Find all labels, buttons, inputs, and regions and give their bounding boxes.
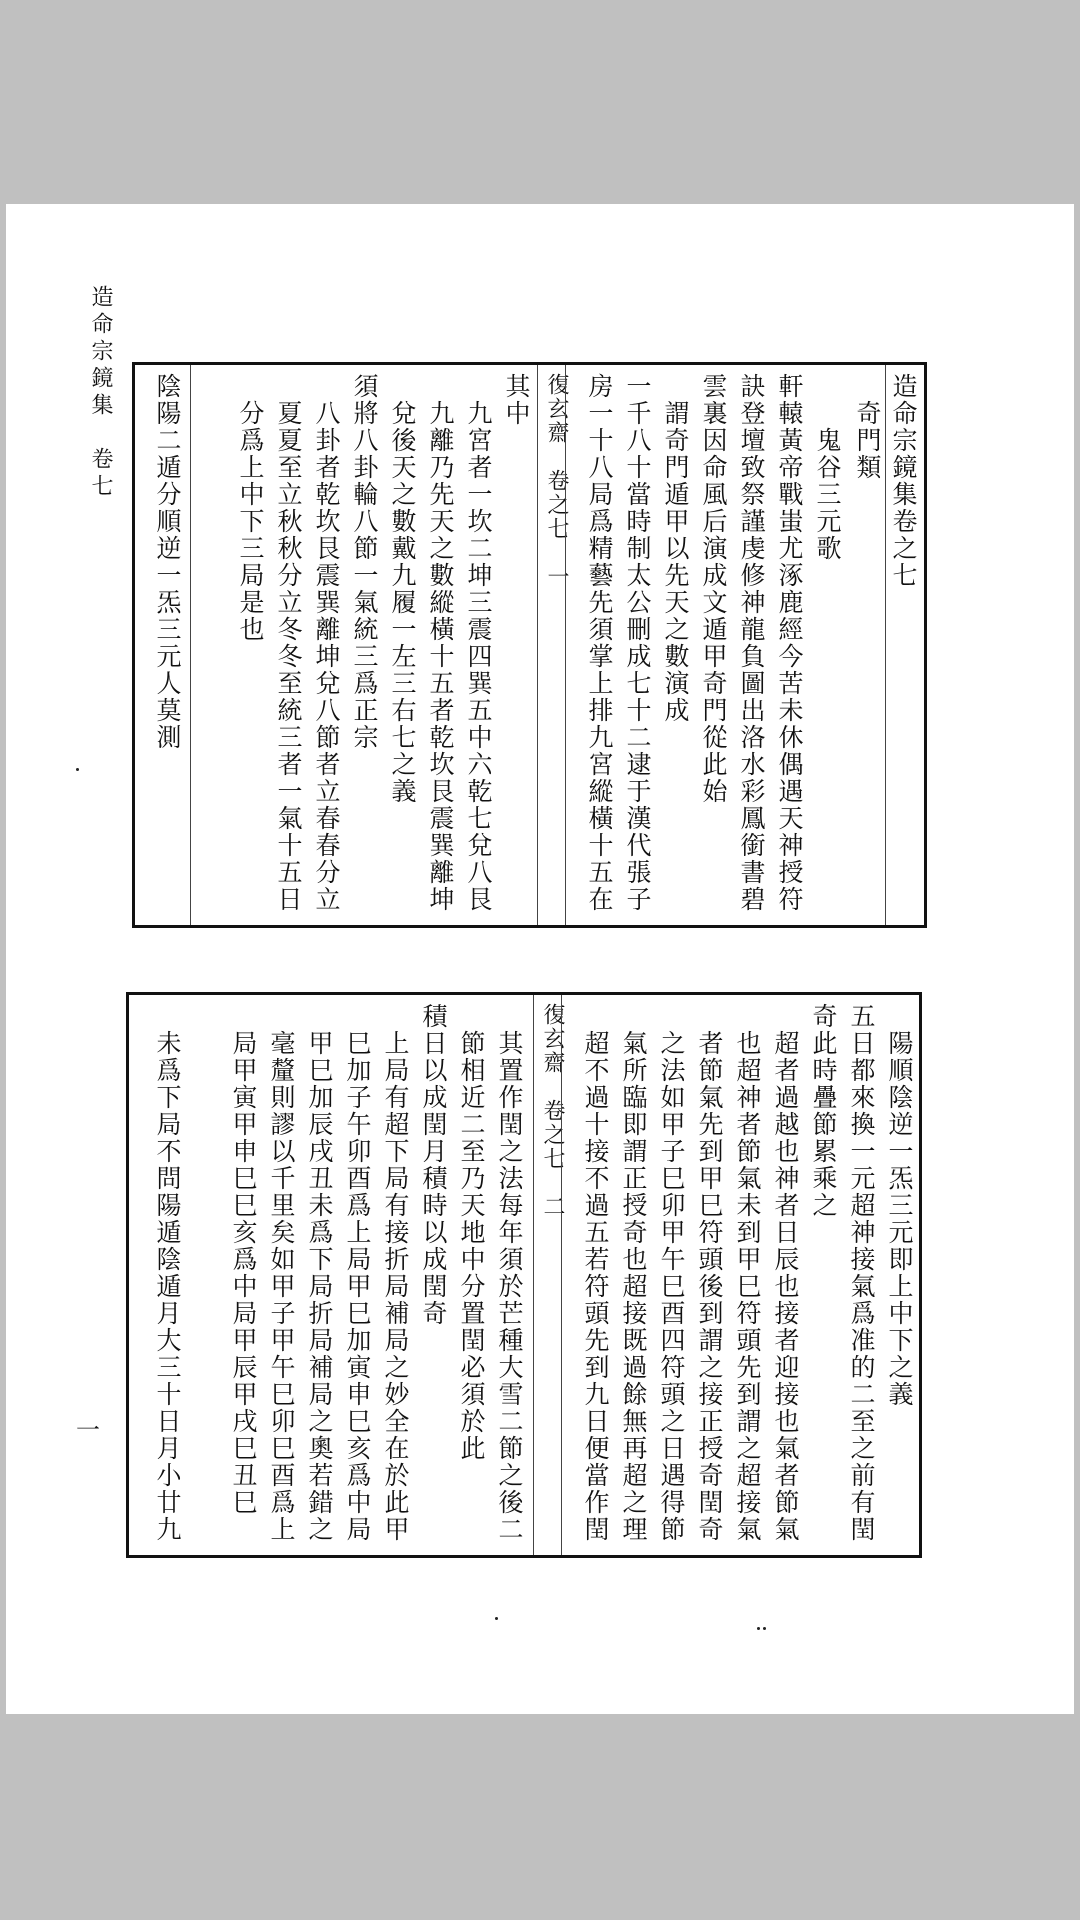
text-column: 夏夏至立秋秋分立冬冬至統三者一氣十五日: [274, 373, 303, 913]
text-column: 毫釐則謬以千里矣如甲子甲午巳卯巳酉爲上: [267, 1003, 296, 1543]
text-column: 也超神者節氣未到甲巳符頭先到謂之超接氣: [733, 1003, 762, 1543]
text-column: 一千八十當時制太公刪成七十二逮于漢代張子: [623, 373, 652, 913]
text-column: 局甲寅甲申巳巳亥爲中局甲辰甲戌巳丑巳: [229, 1003, 258, 1516]
text-column: 未爲下局不問陽遁陰遁月大三十日月小廿九: [153, 1003, 182, 1543]
text-column: 巳加子午卯酉爲上局甲巳加寅申巳亥爲中局: [343, 1003, 372, 1543]
column-rule: [537, 365, 538, 925]
text-column: 須將八卦輪八節一氣統三爲正宗: [350, 373, 379, 751]
text-column: 上局有超下局有接折局補局之妙全在於此甲: [381, 1003, 410, 1543]
text-column: 房一十八局爲精藝先須掌上排九宮縱橫十五在: [585, 373, 614, 913]
text-column: 奇此時疊節累乘之: [809, 1003, 838, 1219]
text-column: 超不過十接不過五若符頭先到九日便當作閏: [581, 1003, 610, 1543]
column-rule: [565, 365, 566, 925]
speck: [757, 1627, 760, 1630]
speck: [76, 768, 79, 771]
speck: [495, 1617, 498, 1620]
text-column: 氣所臨即謂正授奇也超接既過餘無再超之理: [619, 1003, 648, 1543]
text-column: 造命宗鏡集卷之七: [889, 373, 918, 589]
text-column: 陽順陰逆一炁三元即上中下之義: [885, 1003, 914, 1408]
column-rule: [533, 995, 534, 1555]
text-column: 八卦者乾坎艮震巽離坤兌八節者立春春分立: [312, 373, 341, 913]
page-center-label: 復玄齋 卷之七 二: [540, 1003, 565, 1219]
text-column: 兌後天之數戴九履一左三右七之義: [388, 373, 417, 805]
text-column: 奇門類: [853, 373, 882, 481]
text-column: 超者過越也神者日辰也接者迎接也氣者節氣: [771, 1003, 800, 1543]
text-column: 九離乃先天之數縱橫十五者乾坎艮震巽離坤: [426, 373, 455, 913]
column-rule: [885, 365, 886, 925]
column-rule: [190, 365, 191, 925]
text-column: 甲巳加辰戌丑未爲下局折局補局之奧若錯之: [305, 1003, 334, 1543]
text-column: 訣登壇致祭謹虔修神龍負圖出洛水彩鳳銜書碧: [737, 373, 766, 913]
text-column: 軒轅黃帝戰蚩尤涿鹿經今苦未休偶遇天神授符: [775, 373, 804, 913]
margin-title: 造命宗鏡集 卷七: [88, 285, 113, 501]
text-column: 者節氣先到甲巳符頭後到謂之接正授奇閏奇: [695, 1003, 724, 1543]
text-column: 謂奇門遁甲以先天之數演成: [661, 373, 690, 724]
text-column: 雲裏因命風后演成文遁甲奇門從此始: [699, 373, 728, 805]
margin-page-mark: 一: [76, 1416, 100, 1444]
bottom-text-panel: [126, 992, 922, 1558]
page-center-label: 復玄齋 卷之七 一: [544, 373, 569, 589]
text-column: 陰陽二遁分順逆一炁三元人莫測: [153, 373, 182, 751]
text-column: 其置作閏之法每年須於芒種大雪二節之後二: [495, 1003, 524, 1543]
top-text-panel: [132, 362, 927, 928]
text-column: 其中: [502, 373, 531, 427]
text-column: 五日都來換一元超神接氣爲准的二至之前有閏: [847, 1003, 876, 1543]
text-column: 積日以成閏月積時以成閏奇: [419, 1003, 448, 1327]
text-column: 九宮者一坎二坤三震四巽五中六乾七兌八艮: [464, 373, 493, 913]
text-column: 節相近二至乃天地中分置閏必須於此: [457, 1003, 486, 1462]
text-column: 分爲上中下三局是也: [236, 373, 265, 643]
text-column: 之法如甲子巳卯甲午巳酉四符頭之日遇得節: [657, 1003, 686, 1543]
text-column: 鬼谷三元歌: [813, 373, 842, 562]
speck: [763, 1627, 766, 1630]
column-rule: [561, 995, 562, 1555]
